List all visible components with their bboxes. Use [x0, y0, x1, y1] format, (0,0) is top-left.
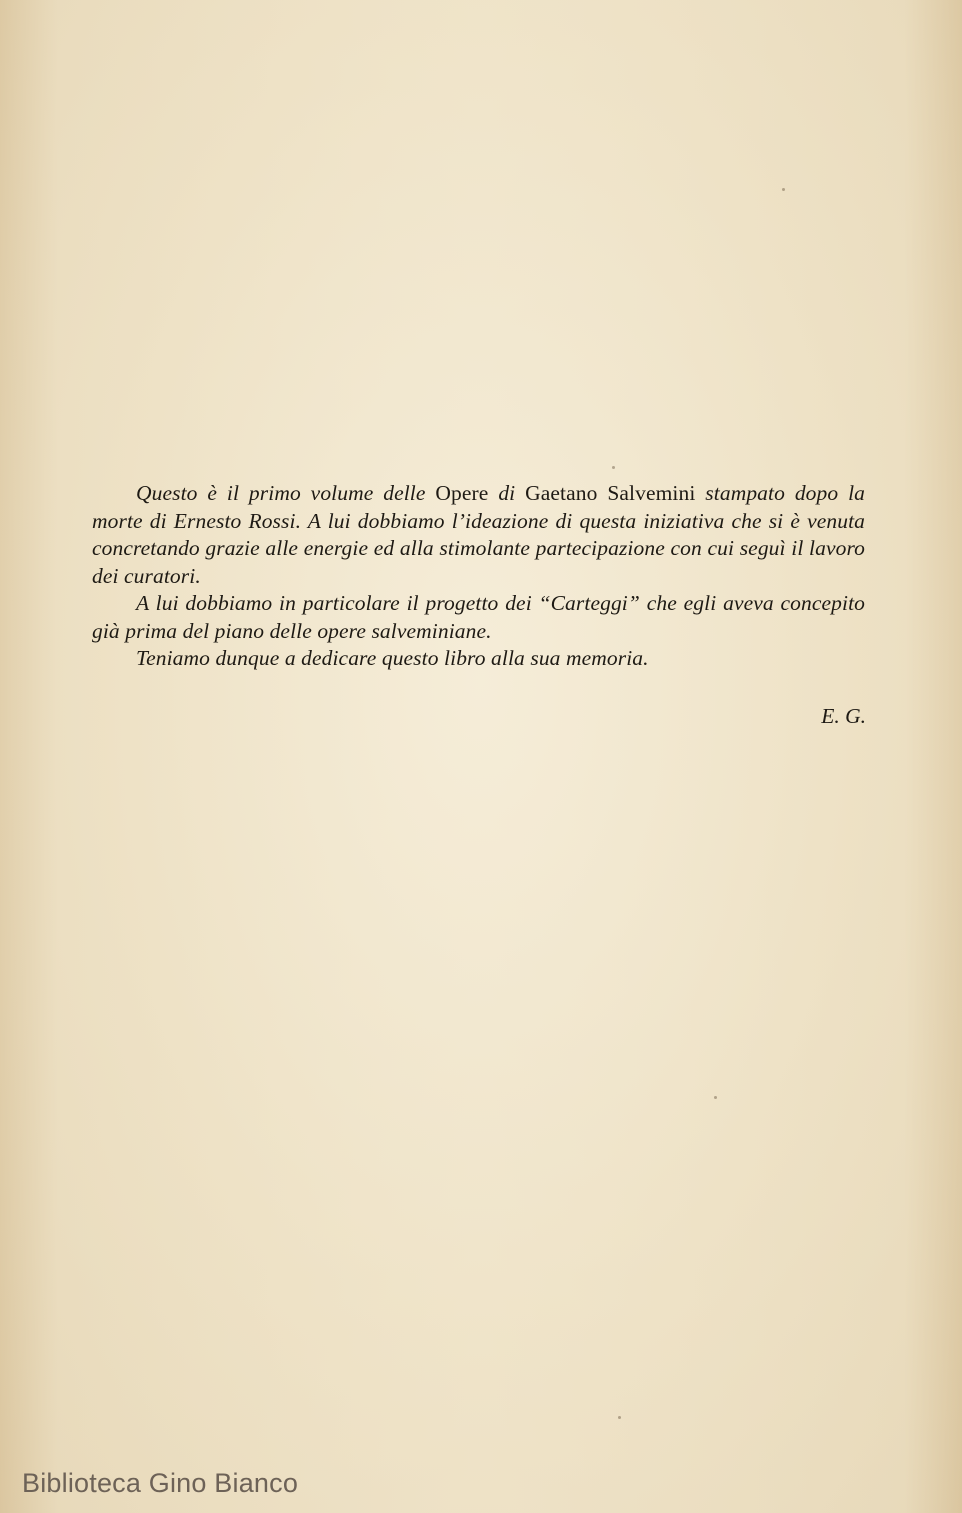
- work-title: Opere: [435, 481, 489, 505]
- dedication-text: [92, 480, 865, 673]
- dedication-p1-part-c: di: [488, 481, 526, 505]
- dedication-paragraph-2: A lui dobbiamo in particolare il progetto dei “Carteggi” che egli aveva concepito già prima del piano delle opere salveminiane.: [92, 591, 865, 643]
- paper-speck: [782, 188, 785, 191]
- dedication-paragraph-3: Teniamo dunque a dedicare questo libro alla sua memoria.: [136, 646, 649, 670]
- author-name: Gaetano Salvemini: [525, 481, 696, 505]
- paper-speck: [618, 1416, 621, 1419]
- dedication-paragraph-1: [92, 480, 865, 590]
- dedication-p1-part-a: Questo è il primo volume delle: [136, 481, 436, 505]
- paper-speck: [612, 466, 615, 469]
- signature-initials: E. G.: [821, 704, 866, 728]
- library-watermark: Biblioteca Gino Bianco: [22, 1468, 299, 1498]
- dedication-p1-part-e: stampato dopo la morte di Ernesto Rossi. A lui dobbiamo l’ideazione di questa iniziativa che si è venuta concretando grazie alle energie ed alla stimolante partecipazione con cui seguì il lavoro dei curatori.: [92, 481, 866, 588]
- paper-speck: [714, 1096, 717, 1099]
- show-through-title: [0, 128, 962, 155]
